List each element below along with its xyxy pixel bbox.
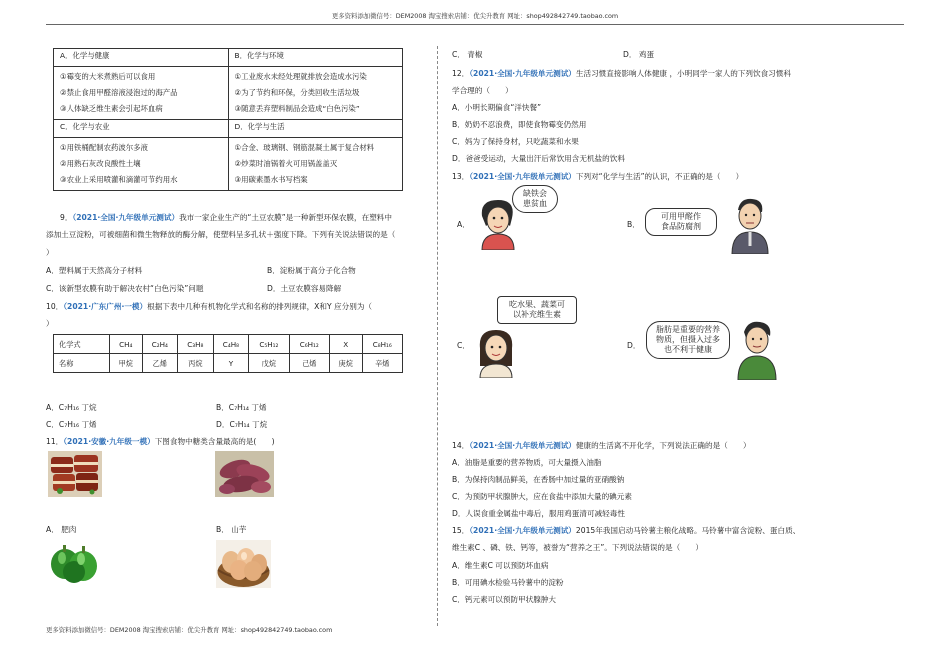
q13-text: 下列对“化学与生活”的认识，不正确的是（ ） [575,172,744,181]
grid-b-line: ①工业废水未经处理就排放会造成水污染 [234,72,367,81]
page-footer: 更多资料添加微信号：DEM2008 淘宝搜索店铺：优尖升教育 网址：shop492842749.taobao.com [46,626,333,634]
q9-number: 9． [60,213,73,222]
grid-b-line: ②为了节约和环保，分类回收生活垃圾 [234,88,360,97]
grid-c-head: C．化学与农业 [54,120,229,138]
q9-option-c: C．该新型农膜有助于解决农村“白色污染”问题 [46,284,204,293]
table-row [54,354,403,373]
q9-option-b: B．淀粉属于高分子化合物 [267,266,356,275]
bubble-b-line: 可用甲醛作 [661,212,701,221]
q15-text: 2015年我国启动马铃薯主粮化战略。马铃薯中富含淀粉、蛋白质、 [575,526,801,535]
grid-b-head: B．化学与环境 [228,49,403,67]
q10-source: （2021·广东广州·一模） [63,302,148,311]
bubble-d-line: 物质，但摄入过多 [656,335,720,344]
table-cell: 戊烷 [249,354,289,373]
q14-option-d: D．人误食重金属盐中毒后，服用鸡蛋清可减轻毒性 [452,509,625,518]
q10-stem-line2: ） [46,319,54,328]
grid-a-line: ①霉变的大米煮熟后可以食用 [60,72,156,81]
grid-d-line: ②炒菜时油锅着火可用锅盖盖灭 [234,159,338,168]
table-cell: 庚烷 [329,354,362,373]
q15-stem-line2: 维生素C 、磷、铁、钙等，被誉为“营养之王”。下列说法错误的是（ ） [452,543,703,552]
q14-option-c: C．为预防甲状腺肿大，应在食盐中添加大量的碘元素 [452,492,632,501]
table-cell: C₄H₈ [213,335,249,354]
q11-option-c: C． 青椒 [452,50,483,59]
table-cell: 化学式 [54,335,110,354]
table-cell: X [329,335,362,354]
bubble-c-line: 吃水果、蔬菜可 [509,300,565,309]
q12-text: 生活习惯直接影响人体健康 ，小明同学一家人的下列饮食习惯科 [575,69,791,78]
q9-stem-line3: ） [46,248,54,257]
grid-b-line: ③随意丢弃塑料制品会造成“白色污染” [234,104,360,113]
q15-option-a: A．维生素C 可以预防坏血病 [452,561,549,570]
bubble-d-line: 脂肪是重要的营养 [656,325,720,334]
table-row [54,335,403,354]
grid-d-line: ③用碳素墨水书写档案 [234,175,308,184]
q12-option-d: D．爸爸受运动，大量出汗后常饮用含无机盐的饮料 [452,154,625,163]
table-cell: C₅H₁₂ [249,335,289,354]
girl-cartoon-icon [474,326,518,380]
table-cell: 辛烯 [362,354,402,373]
table-cell: 甲烷 [110,354,143,373]
q15-stem-line1 [452,526,800,535]
bubble-b-line: 食品防腐剂 [661,222,701,231]
grid-c-line: ②用熟石灰改良酸性土壤 [60,159,141,168]
grid-c-line: ①用铁桶配制农药波尔多液 [60,143,148,152]
page-header: 更多资料添加微信号：DEM2008 淘宝搜索店铺：优尖升教育 网址：shop492842749.taobao.com [331,12,619,20]
grid-d-line: ①合金、玻璃钢、钢筋混凝土属于复合材料 [234,143,375,152]
q11-number: 11． [46,437,64,446]
table-cell: CH₄ [110,335,143,354]
q13-number: 13． [452,172,470,181]
green-pepper-image [48,540,100,586]
q14-text: 健康的生活离不开化学，下列说法正确的是（ ） [575,441,751,450]
q9-stem-line2: 添加土豆淀粉，可被细菌和微生物释放的酶分解，使塑料呈多孔状＋强度下降。下列有关说法错误的是（ [46,230,396,239]
man-cartoon-icon [728,194,772,256]
q12-stem-line1 [452,69,791,78]
q10-text: 根据下表中几种有机物化学式和名称的排列规律，X和Y 应分别为（ [147,302,373,311]
grid-a-body [54,67,229,120]
q9-option-d: D．土豆农膜容易降解 [267,284,342,293]
q10-option-d: D．C₇H₁₄ 丁烷 [216,420,268,429]
q12-option-c: C．妈为了保持身材，只吃蔬菜和水果 [452,137,579,146]
q14-number: 14． [452,441,470,450]
q12-number: 12． [452,69,470,78]
grid-d-body [228,138,403,191]
bubble-a-line: 缺铁会 [523,189,547,198]
table-cell: Y [213,354,249,373]
q14-source: （2021·全国·九年级单元测试） [469,441,576,450]
grid-a-line: ②禁止食用甲醛溶液浸泡过的海产品 [60,88,178,97]
q14-stem [452,441,751,450]
q11-option-b: B． 山芋 [216,525,247,534]
table-cell: C₃H₈ [178,335,214,354]
q15-number: 15． [452,526,470,535]
q12-source: （2021·全国·九年级单元测试） [469,69,576,78]
q9-option-a: A．塑料属于天然高分子材料 [46,266,143,275]
table-cell: 己烯 [289,354,329,373]
q10-number: 10． [46,302,64,311]
grid-c-line: ③农业上采用喷灌和滴灌可节约用水 [60,175,178,184]
q9-text: 我市一家企业生产的“土豆农膜”是一种新型环保农膜，在塑料中 [179,213,392,222]
q11-option-a: A． 肥肉 [46,525,77,534]
q11-option-d: D． 鸡蛋 [623,50,655,59]
q14-option-b: B．为保持肉制品鲜美，在香肠中加过量的亚硝酸钠 [452,475,625,484]
q12-option-b: B．奶奶不忍浪费，即使食物霉变仍然用 [452,120,587,129]
grid-d-head: D．化学与生活 [228,120,403,138]
q15-source: （2021·全国·九年级单元测试） [469,526,576,535]
boy-cartoon-icon [734,318,780,382]
header-rule [46,24,904,25]
q9-source: （2021·全国·九年级单元测试） [72,213,180,222]
speech-bubble-d [646,321,730,359]
table-cell: 乙烯 [142,354,178,373]
q15-option-c: C．钙元素可以预防甲状腺肿大 [452,595,557,604]
speech-bubble-a [512,185,558,213]
table-cell: 丙烷 [178,354,214,373]
q10-option-a: A．C₇H₁₆ 丁烷 [46,403,97,412]
table-cell: C₂H₄ [142,335,178,354]
q8-option-grid [53,48,403,191]
eggs-basket-image [216,540,271,588]
q11-source: （2021·安徽·九年级一模） [63,437,155,446]
table-cell: C₈H₁₆ [362,335,402,354]
grid-c-body [54,138,229,191]
q10-stem-line1 [46,302,372,311]
q12-stem-line2: 学合理的（ ） [452,86,513,95]
table-cell: 名称 [54,354,110,373]
q13-source: （2021·全国·九年级单元测试） [469,172,576,181]
q14-option-a: A．油脂是重要的营养物质，可大量摄入油脂 [452,458,602,467]
q13-option-a: A． [457,220,470,229]
fatty-meat-image [48,451,102,497]
q10-option-c: C．C₇H₁₆ 丁烯 [46,420,97,429]
q13-option-c: C． [457,341,470,350]
q10-option-b: B．C₇H₁₄ 丁烯 [216,403,267,412]
q9-stem-line1 [60,213,392,222]
grid-b-body [228,67,403,120]
table-cell: C₆H₁₂ [289,335,329,354]
grid-a-head: A．化学与健康 [54,49,229,67]
speech-bubble-b [645,208,717,236]
grid-a-line: ③人体缺乏维生素会引起坏血病 [60,104,163,113]
q13-option-d: D． [627,341,641,350]
q13-stem [452,172,743,181]
bubble-c-line: 以补充维生素 [513,310,561,319]
q11-stem [46,437,275,446]
bubble-a-line: 患贫血 [523,199,547,208]
speech-bubble-c [497,296,577,324]
q15-option-b: B．可用碘水检验马铃薯中的淀粉 [452,578,564,587]
q11-text: 下图食物中糖类含量最高的是( ) [154,437,275,446]
q10-formula-table [53,334,403,373]
q13-option-b: B． [627,220,640,229]
column-divider [437,46,438,626]
q12-option-a: A．小明长期偏食“洋快餐” [452,103,541,112]
bubble-d-line: 也不利于健康 [664,345,712,354]
sweet-potato-image [215,451,274,497]
